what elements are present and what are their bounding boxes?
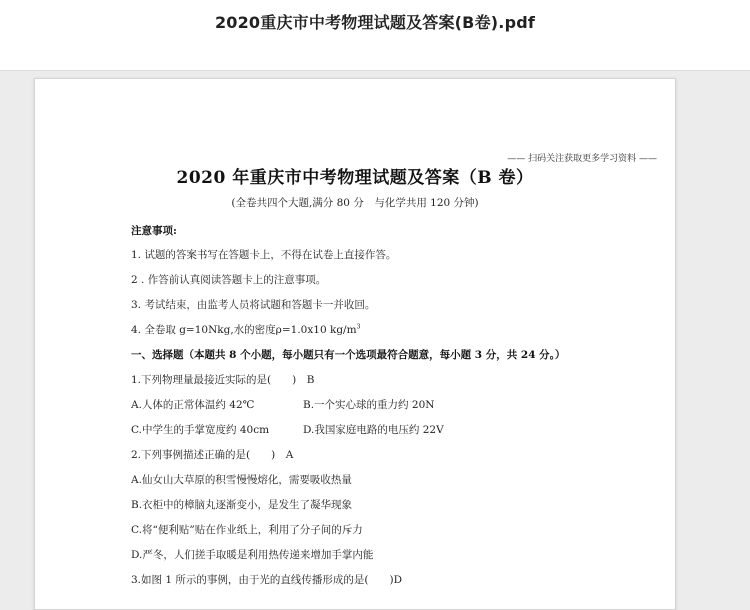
section-heading: 一、选择题（本题共 8 个小题，每小题只有一个选项最符合题意，每小题 3 分，共 24 分。） xyxy=(131,349,566,361)
superscript: 3 xyxy=(356,323,361,331)
notice-item-text: 4. 全卷取 g=10Nkg,水的密度ρ=1.0x10 kg/m xyxy=(131,324,357,336)
option-a: A.人体的正常体温约 42℃ xyxy=(131,399,255,411)
notice-item: 3. 考试结束，由监考人员将试题和答题卡一并收回。 xyxy=(131,299,376,311)
question-stem: 3.如图 1 所示的事例，由于光的直线传播形成的是( )D xyxy=(131,574,402,586)
question-stem: 1.下列物理量最接近实际的是( ) B xyxy=(131,374,315,386)
notice-heading: 注意事项: xyxy=(131,225,177,237)
option-row xyxy=(131,422,444,437)
watermark-text: —— 扫码关注获取更多学习资料 —— xyxy=(507,154,657,164)
notice-item: 2 . 作答前认真阅读答题卡上的注意事项。 xyxy=(131,274,327,286)
notice-item: 1. 试题的答案书写在答题卡上，不得在试卷上直接作答。 xyxy=(131,249,397,261)
document-page[interactable] xyxy=(34,78,676,610)
file-title: 2020重庆市中考物理试题及答案(B卷).pdf xyxy=(214,13,536,32)
question-stem: 2.下列事例描述正确的是( ) A xyxy=(131,449,294,461)
option-a: A.仙女山大草原的积雪慢慢熔化，需要吸收热量 xyxy=(131,474,352,486)
option-d: D.严冬，人们搓手取暖是利用热传递来增加手掌内能 xyxy=(131,549,374,561)
option-c: C.中学生的手掌宽度约 40cm xyxy=(131,424,270,436)
document-title: 2020 年重庆市中考物理试题及答案（B 卷） xyxy=(176,168,534,188)
option-b: B.衣柜中的樟脑丸逐渐变小，是发生了凝华现象 xyxy=(131,499,353,511)
option-b: B.一个实心球的重力约 20N xyxy=(303,399,435,411)
option-c: C.将“便利贴”贴在作业纸上，利用了分子间的斥力 xyxy=(131,524,363,536)
option-row xyxy=(131,397,435,412)
document-subtitle: (全卷共四个大题,满分 80 分 与化学共用 120 分钟) xyxy=(231,197,479,209)
viewer-header xyxy=(0,0,750,71)
option-d: D.我国家庭电路的电压约 22V xyxy=(303,424,444,436)
notice-item xyxy=(131,322,360,337)
